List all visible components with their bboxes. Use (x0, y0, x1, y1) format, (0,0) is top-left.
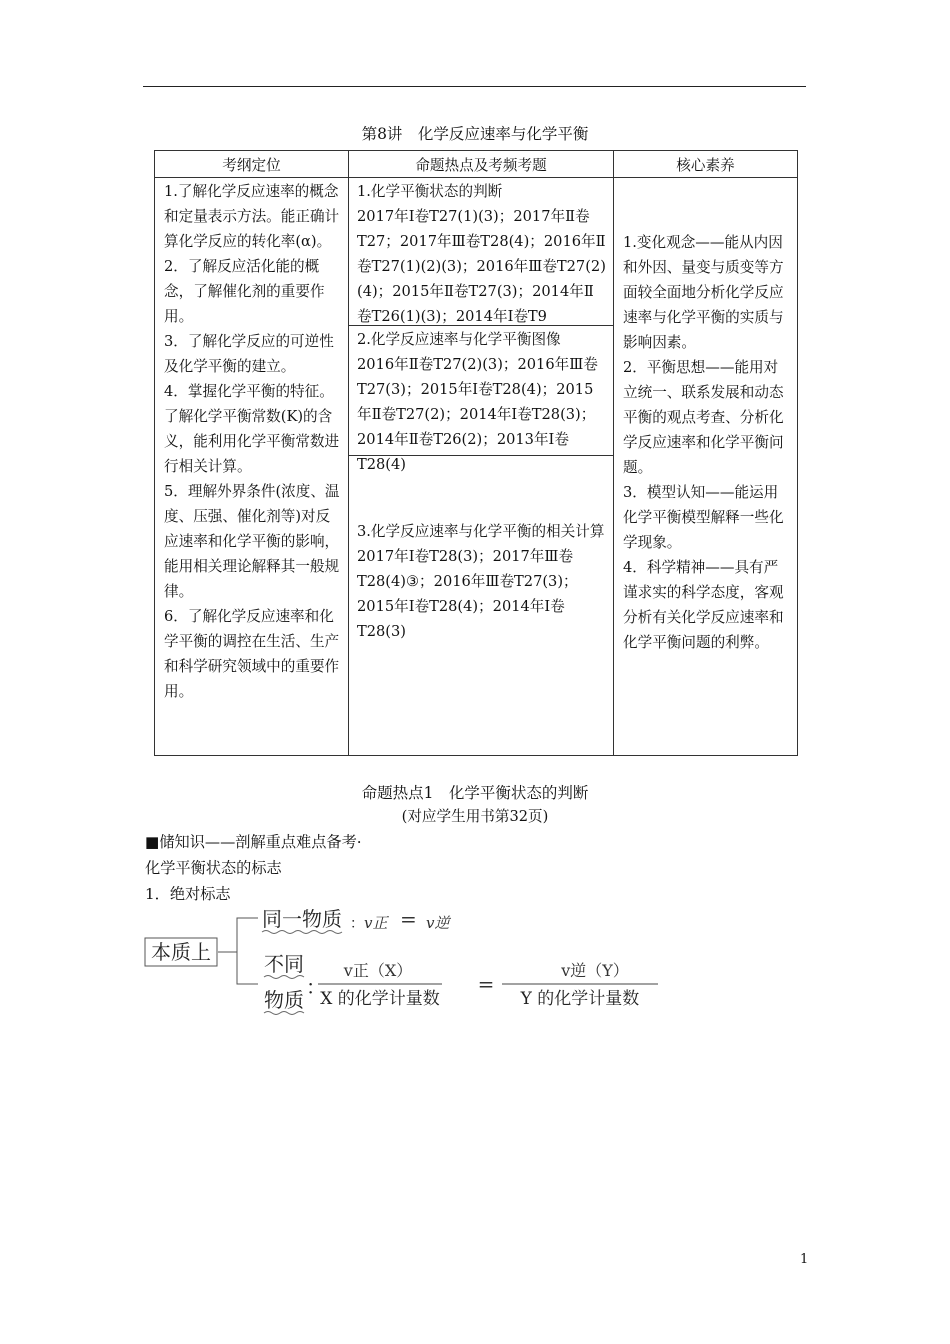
hotspot-refs: 2017年Ⅰ卷T27(1)(3)；2017年Ⅱ卷T27；2017年Ⅲ卷T28(4)；2016年Ⅱ卷T27(1)(2)(3)；2016年Ⅲ卷T27(2)(4)；2015年Ⅱ卷T27(3)；2014年Ⅱ卷T26(1)(3)；2014年Ⅰ卷T9 (357, 208, 606, 325)
hotspots-cell (349, 178, 614, 756)
frac1-denominator: X 的化学计量数 (320, 989, 440, 1009)
section-title: 命题热点1 化学平衡状态的判断 (361, 784, 589, 802)
frac1-numerator: v正（X） (343, 961, 413, 980)
hotspot-title: 1.化学平衡状态的判断 (357, 183, 503, 200)
hotspot-block (349, 178, 613, 326)
core-literacy-item: 2．平衡思想——能用对立统一、联系发展和动态平衡的观点考查、分析化学反应速率和化学平衡问题。 (623, 358, 784, 476)
frac2-numerator: v逆（Y） (561, 961, 629, 980)
hotspot-block (349, 456, 613, 755)
table-body-row (155, 178, 798, 756)
page-number: 1 (800, 1252, 809, 1267)
wavy-underline (264, 1012, 304, 1015)
item-heading: 1．绝对标志 (145, 885, 231, 903)
frac-equals: = (477, 972, 495, 996)
knowledge-heading: ■储知识——剖解重点难点备考· (145, 833, 362, 851)
syllabus-item: 5．理解外界条件(浓度、温度、压强、催化剂等)对反应速率和化学平衡的影响，能用相关理论解释其一般规律。 (164, 483, 340, 600)
header-core-literacy: 核心素养 (614, 151, 798, 178)
frac2-denominator: Y 的化学计量数 (520, 989, 640, 1009)
section-subtitle: (对应学生用书第32页) (401, 808, 549, 825)
core-literacy-item: 3．模型认知——能运用化学平衡模型解释一些化学现象。 (623, 483, 784, 551)
table-header-row (155, 151, 798, 178)
hotspot-refs: 2016年Ⅱ卷T27(2)(3)；2016年Ⅲ卷T27(3)；2015年Ⅰ卷T28(4)；2015年Ⅱ卷T27(2)；2014年Ⅰ卷T28(3)；2014年Ⅱ卷T26(2)；2013年Ⅰ卷T28(4) (357, 356, 598, 473)
branch-same-colon: ： (350, 916, 364, 932)
hotspot-block (349, 326, 613, 473)
syllabus-item: 3．了解化学反应的可逆性及化学平衡的建立。 (164, 333, 334, 375)
header-hotspots: 命题热点及考频考题 (349, 151, 614, 178)
branch-diff-colon: ： (306, 975, 326, 999)
v-reverse: v逆 (426, 914, 450, 932)
header-syllabus: 考纲定位 (155, 151, 349, 178)
topic-heading: 化学平衡状态的标志 (145, 859, 282, 877)
v-forward: v正 (364, 914, 388, 932)
core-literacy-list (614, 229, 797, 655)
hotspot-refs: 2017年Ⅰ卷T28(3)；2017年Ⅲ卷T28(4)③；2016年Ⅲ卷T27(3)；2015年Ⅰ卷T28(4)；2014年Ⅰ卷T28(3) (357, 547, 578, 640)
lecture-title: 第8讲 化学反应速率与化学平衡 (361, 125, 589, 143)
core-literacy-cell (614, 178, 798, 756)
root-label: 本质上 (151, 940, 211, 964)
core-literacy-item: 1.变化观念——能从内因和外因、量变与质变等方面较全面地分析化学反应速率与化学平衡的实质与影响因素。 (623, 233, 784, 351)
syllabus-item: 4．掌握化学平衡的特征。了解化学平衡常数(K)的含义，能利用化学平衡常数进行相关计算。 (164, 383, 340, 475)
branch-lines (218, 918, 258, 984)
outline-table (154, 150, 798, 756)
branch-diff-label-1: 不同 (264, 952, 304, 976)
syllabus-item: 1.了解化学反应速率的概念和定量表示方法。能正确计算化学反应的转化率(α)。 (164, 183, 340, 250)
header-rule (143, 86, 806, 87)
wavy-underline (264, 976, 304, 979)
hotspot-title: 2.化学反应速率与化学平衡图像 (357, 331, 561, 348)
equals-sign: = (400, 907, 417, 931)
branch-same-label: 同一物质 (262, 907, 342, 931)
syllabus-item: 6．了解化学反应速率和化学平衡的调控在生活、生产和科学研究领域中的重要作用。 (164, 608, 340, 700)
syllabus-list (155, 178, 348, 704)
hotspot-title: 3.化学反应速率与化学平衡的相关计算 (357, 522, 605, 540)
core-literacy-item: 4．科学精神——具有严谨求实的科学态度，客观分析有关化学反应速率和化学平衡问题的利弊。 (623, 558, 784, 651)
branch-diff-label-2: 物质 (264, 988, 304, 1012)
equilibrium-mark-diagram (140, 900, 680, 1030)
syllabus-item: 2．了解反应活化能的概念，了解催化剂的重要作用。 (164, 258, 325, 325)
syllabus-cell (155, 178, 349, 756)
